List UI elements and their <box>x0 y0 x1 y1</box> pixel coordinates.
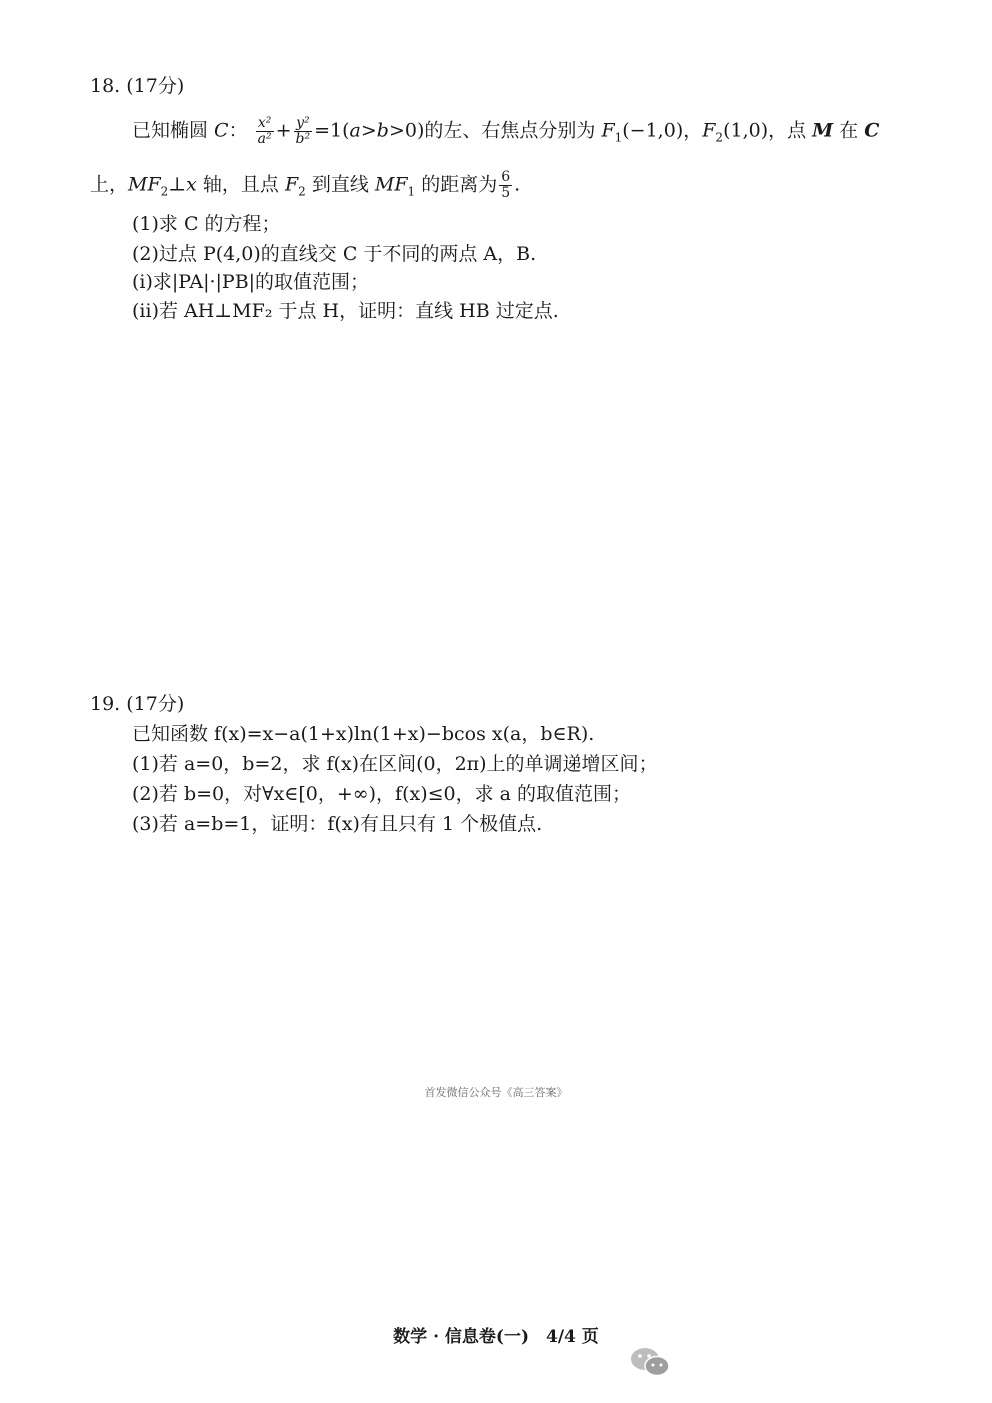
fraction-x2-a2: $\frac{\text{x²}}{\text{a²}}$ <box>257 115 272 147</box>
fraction-6-5: $\frac{6}{5}$ <box>501 169 511 201</box>
q18-part2-i: (ⅰ)求|PA|·|PB|的取值范围； <box>132 271 370 293</box>
q19-header: 19. (17分) <box>90 693 185 715</box>
q18-part1: (1)求 C 的方程； <box>132 213 281 235</box>
watermark-text: 首发微信公众号《高三答案》 <box>424 1086 568 1099</box>
q19-part1: (1)若 a=0，b=2，求 f(x)在区间(0，2π)上的单调递增区间； <box>132 753 658 775</box>
q19-part3: (3)若 a=b=1，证明：f(x)有且只有 1 个极值点. <box>132 813 543 835</box>
q19-part2: (2)若 b=0，对∀x∈[0，+∞)，f(x)≤0，求 a 的取值范围； <box>132 783 632 805</box>
q18-part2-ii: (ⅱ)若 AH⊥MF₂ 于点 H，证明：直线 HB 过定点. <box>132 300 559 322</box>
q18-stem-line1: 已知椭圆 C： $\frac{\text{x²}}{\text{a²}}$ + $\frac{\text{y²}}{\text{b²}}$ =1(a>b>0)的左、右焦点分别为 $F_1(-1,0)$，$F_2(1,0)$，点 M 在 C <box>132 115 880 147</box>
q19-stem: 已知函数 f(x)=x−a(1+x)ln(1+x)−bcos x(a，b∈R). <box>132 723 595 745</box>
wechat-icon <box>628 1344 672 1380</box>
page-footer: 数学 · 信息卷(一) 4/4 页 <box>393 1327 599 1347</box>
q18-part2: (2)过点 P(4,0)的直线交 C 于不同的两点 A，B. <box>132 243 537 265</box>
q18-header: 18. (17分) <box>90 75 185 97</box>
fraction-y2-b2: $\frac{\text{y²}}{\text{b²}}$ <box>295 115 311 147</box>
q18-stem-line2: 上，$MF_2\perp x$ 轴，且点 $F_2$ 到直线 $MF_1$ 的距离为 $\frac{6}{5}$ . <box>90 169 521 201</box>
